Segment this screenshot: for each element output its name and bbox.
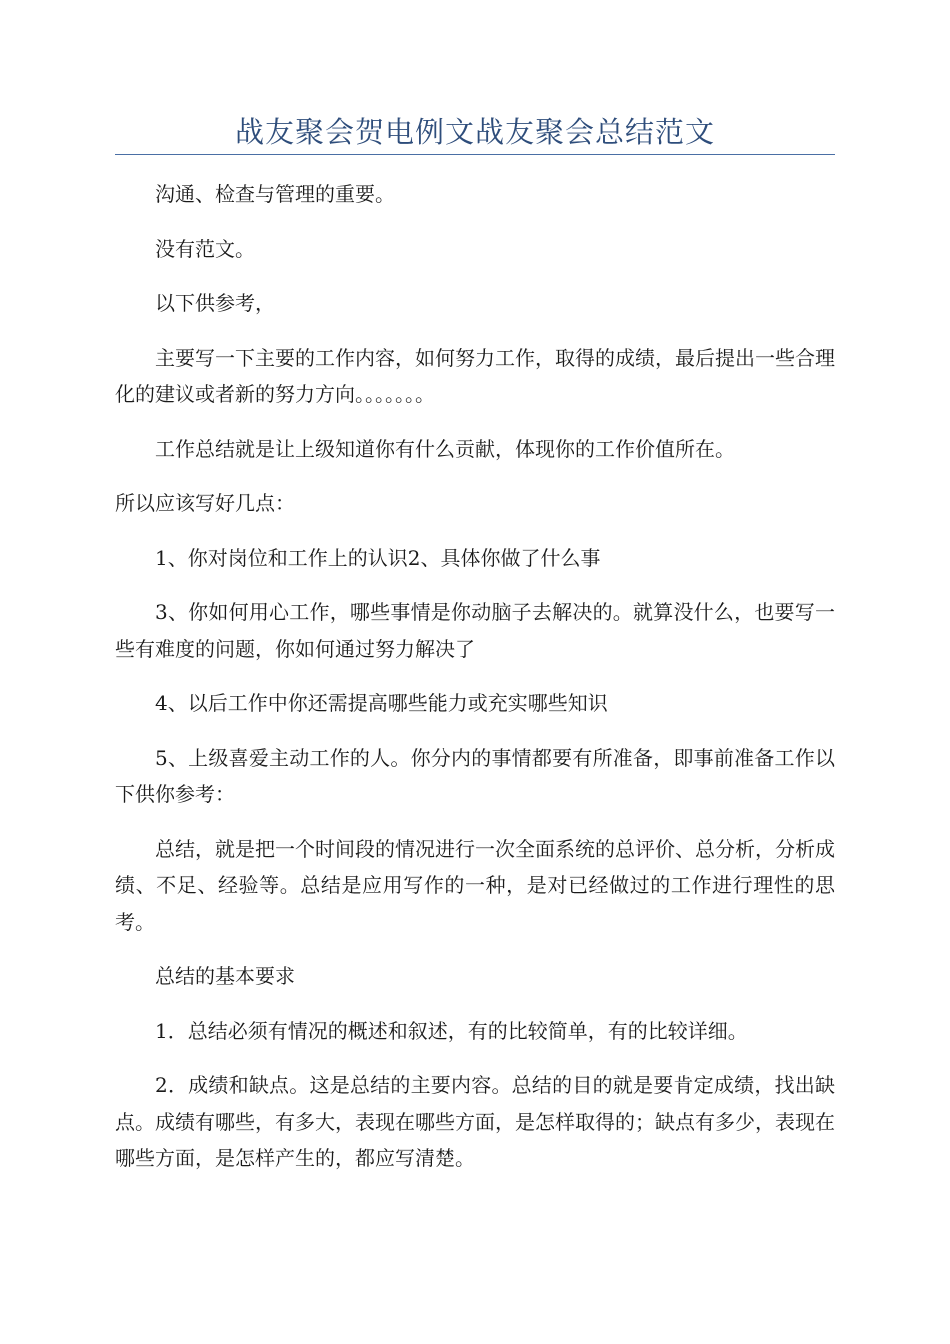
paragraph-9: 4、以后工作中你还需提高哪些能力或充实哪些知识 <box>155 691 608 715</box>
paragraph-14: 2．成绩和缺点。这是总结的主要内容。总结的目的就是要肯定成绩，找出缺点。成绩有哪些，有多大，表现在哪些方面，是怎样取得的；缺点有多少，表现在哪些方面，是怎样产生的，都应写清楚。 <box>115 1073 835 1170</box>
paragraph-1: 沟通、检查与管理的重要。 <box>155 182 395 206</box>
paragraph-2: 没有范文。 <box>155 236 255 261</box>
paragraph-10: 5、上级喜爱主动工作的人。你分内的事情都要有所准备，即事前准备工作以下供你参考： <box>115 745 835 806</box>
paragraph-12: 总结的基本要求 <box>155 964 295 988</box>
paragraph-13: 1．总结必须有情况的概述和叙述，有的比较简单，有的比较详细。 <box>155 1018 748 1043</box>
document-body <box>115 176 835 1195</box>
paragraph-4: 主要写一下主要的工作内容，如何努力工作，取得的成绩，最后提出一些合理化的建议或者新的努力方向。。。。。。。 <box>115 345 835 406</box>
paragraph-8: 3、你如何用心工作，哪些事情是你动脑子去解决的。就算没什么，也要写一些有难度的问题，你如何通过努力解决了 <box>115 600 835 661</box>
paragraph-3: 以下供参考， <box>155 291 275 315</box>
title-underline <box>115 154 835 155</box>
paragraph-5: 工作总结就是让上级知道你有什么贡献，体现你的工作价值所在。 <box>155 436 735 461</box>
paragraph-7: 1、你对岗位和工作上的认识2、具体你做了什么事 <box>155 545 601 570</box>
document-title: 战友聚会贺电例文战友聚会总结范文 <box>234 115 715 149</box>
paragraph-11: 总结，就是把一个时间段的情况进行一次全面系统的总评价、总分析，分析成绩、不足、经验等。总结是应用写作的一种，是对已经做过的工作进行理性的思考。 <box>115 836 835 934</box>
paragraph-6: 所以应该写好几点： <box>115 491 295 515</box>
